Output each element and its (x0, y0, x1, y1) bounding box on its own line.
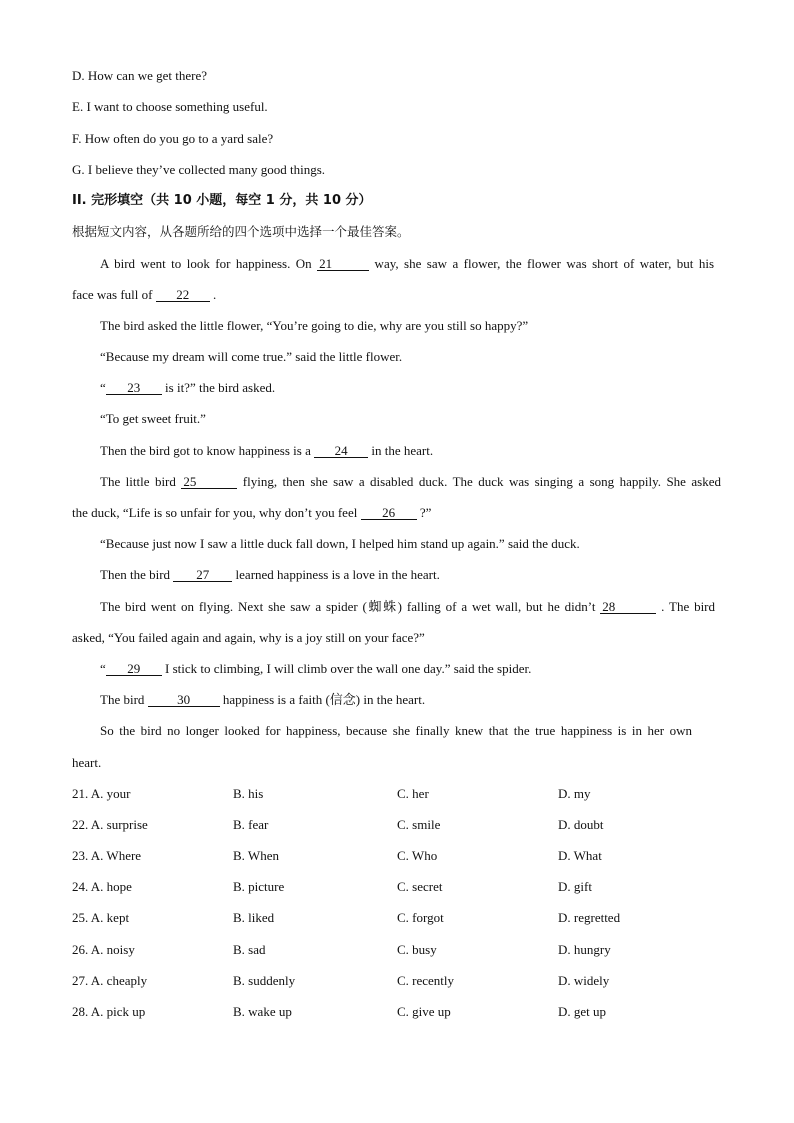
question-row (72, 942, 732, 958)
option-d[interactable]: D. regretted (558, 910, 621, 926)
question-row (72, 1004, 732, 1020)
option-a[interactable]: 22. A. surprise (72, 817, 148, 833)
passage-text: flying, then she saw a disabled duck. The duck was singing a song happily. She asked (237, 474, 721, 489)
option-c[interactable]: C. smile (397, 817, 441, 833)
option-c[interactable]: C. give up (397, 1003, 451, 1019)
blank-25: 25 (181, 475, 237, 489)
option-a[interactable]: 27. A. cheaply (72, 972, 148, 988)
question-row (72, 848, 732, 864)
option-b[interactable]: B. suddenly (233, 972, 296, 988)
option-a[interactable]: 25. A. kept (72, 910, 130, 926)
option-a[interactable]: 26. A. noisy (72, 941, 135, 957)
passage-text: . The bird (656, 599, 716, 614)
option-b[interactable]: B. picture (233, 879, 285, 895)
option-c[interactable]: C. her (397, 786, 429, 801)
passage-line: heart. (72, 755, 102, 770)
option-a[interactable]: 21. A. your (72, 786, 131, 801)
passage-line (72, 505, 431, 521)
option-a[interactable]: 28. A. pick up (72, 1003, 146, 1019)
passage-text: Then the bird (100, 567, 174, 582)
option-c[interactable]: C. Who (397, 848, 438, 864)
passage-line: asked, “You failed again and again, why is a joy still on your face?” (72, 630, 425, 645)
passage-text: A bird went to look for happiness. On (100, 256, 318, 271)
passage-line (100, 256, 714, 272)
passage-line (100, 567, 440, 583)
passage-text: The little bird (100, 474, 182, 489)
option-c[interactable]: C. busy (397, 941, 437, 957)
passage-line (100, 661, 531, 677)
option-d[interactable]: D. get up (558, 1003, 607, 1019)
passage-text: learned happiness is a love in the heart. (232, 567, 440, 582)
passage-text: face was full of (72, 287, 156, 302)
blank-22: 22 (156, 288, 210, 302)
blank-21: 21 (317, 257, 369, 271)
prev-option-g: G. I believe they’ve collected many good things. (72, 162, 326, 177)
passage-line: So the bird no longer looked for happiness, because she finally knew that the true happiness is in her own (100, 723, 692, 738)
question-row (72, 973, 732, 989)
passage-text: . (209, 287, 217, 302)
option-b[interactable]: B. liked (233, 910, 275, 926)
option-d[interactable]: D. widely (558, 972, 610, 988)
question-row (72, 879, 732, 895)
prev-option-e: E. I want to choose something useful. (72, 99, 268, 114)
blank-28: 28 (600, 600, 656, 614)
option-b[interactable]: B. sad (233, 941, 266, 957)
option-c[interactable]: C. recently (397, 972, 455, 988)
passage-line: “Because just now I saw a little duck fall down, I helped him stand up again.” said the duck. (100, 536, 580, 551)
passage-line (100, 443, 433, 459)
passage-line: The bird asked the little flower, “You’re going to die, why are you still so happy?” (100, 318, 529, 333)
passage-text: the duck, “Life is so unfair for you, why don’t you feel (72, 505, 361, 520)
passage-line (72, 287, 216, 303)
prev-option-d: D. How can we get there? (72, 68, 207, 83)
passage-line: “To get sweet fruit.” (100, 411, 206, 426)
option-c[interactable]: C. forgot (397, 910, 444, 926)
passage-line: “Because my dream will come true.” said the little flower. (100, 349, 403, 364)
passage-text: I stick to climbing, I will climb over the wall one day.” said the spider. (161, 661, 532, 676)
option-b[interactable]: B. fear (233, 817, 269, 833)
passage-text: ?” (416, 505, 432, 520)
question-row (72, 910, 732, 926)
passage-text: way, she saw a flower, the flower was short of water, but his (369, 256, 715, 271)
option-b[interactable]: B. his (233, 786, 264, 801)
passage-text: Then the bird got to know happiness is a (100, 443, 315, 458)
option-d[interactable]: D. my (558, 786, 591, 801)
option-b[interactable]: B. When (233, 848, 279, 864)
passage-line (100, 380, 275, 396)
passage-text: The bird went on flying. Next she saw a spider (蜘蛛) falling of a wet wall, but he didn’t (100, 599, 601, 614)
passage-text: The bird (100, 692, 148, 707)
section-instruction: 根据短文内容，从各题所给的四个选项中选择一个最佳答案。 (72, 224, 410, 239)
section-heading: II. 完形填空（共 10 小题，每空 1 分，共 10 分） (72, 193, 372, 208)
passage-text: “ (100, 380, 106, 395)
question-row (72, 817, 732, 833)
option-a[interactable]: 24. A. hope (72, 879, 132, 895)
passage-text: happiness is a faith (信念) in the heart. (219, 692, 426, 707)
question-row (72, 786, 732, 802)
option-d[interactable]: D. gift (558, 879, 592, 895)
blank-29: 29 (106, 662, 162, 676)
passage-line (100, 599, 715, 615)
passage-line (100, 474, 721, 490)
blank-30: 30 (148, 693, 220, 707)
passage-line (100, 692, 425, 708)
passage-text: is it?” the bird asked. (161, 380, 276, 395)
prev-option-f: F. How often do you go to a yard sale? (72, 131, 274, 146)
option-a[interactable]: 23. A. Where (72, 848, 142, 864)
passage-text: in the heart. (368, 443, 434, 458)
option-d[interactable]: D. doubt (558, 817, 604, 833)
blank-26: 26 (361, 506, 417, 520)
blank-23: 23 (106, 381, 162, 395)
passage-text: “ (100, 661, 106, 676)
option-d[interactable]: D. What (558, 848, 602, 864)
option-d[interactable]: D. hungry (558, 941, 611, 957)
blank-27: 27 (173, 568, 232, 582)
option-b[interactable]: B. wake up (233, 1003, 292, 1019)
blank-24: 24 (314, 444, 368, 458)
option-c[interactable]: C. secret (397, 879, 443, 895)
